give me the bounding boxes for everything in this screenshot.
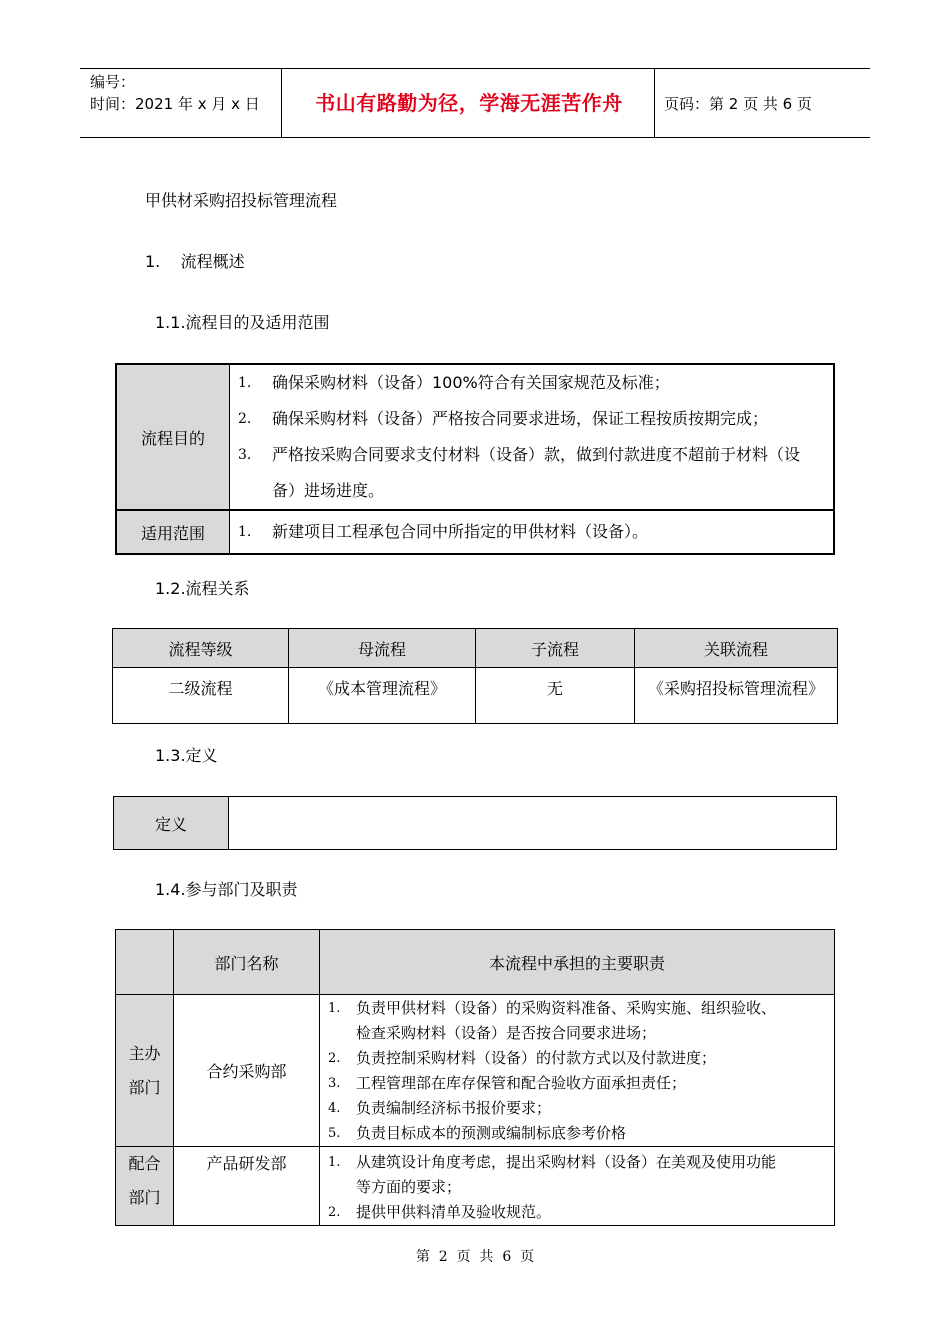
item-continuation: 检查采购材料（设备）是否按合同要求进场； xyxy=(356,1024,657,1042)
section-heading-1-2: 1.2.流程关系 xyxy=(155,579,250,598)
column-header: 本流程中承担的主要职责 xyxy=(320,930,835,995)
list-item xyxy=(238,365,827,401)
section-heading-1-1: 1.1.流程目的及适用范围 xyxy=(155,313,330,332)
item-text: 负责甲供材料（设备）的采购资料准备、采购实施、组织验收、 xyxy=(356,999,777,1017)
item-number: 2. xyxy=(328,1205,341,1220)
duty-cell xyxy=(320,1147,835,1226)
list-item xyxy=(328,1096,828,1121)
table-cell: 《成本管理流程》 xyxy=(289,668,476,724)
item-text: 从建筑设计角度考虑，提出采购材料（设备）在美观及使用功能 xyxy=(356,1153,777,1171)
column-header: 关联流程 xyxy=(635,629,838,668)
purpose-label: 流程目的 xyxy=(116,364,230,510)
column-header: 流程等级 xyxy=(113,629,289,668)
item-continuation: 备）进场进度。 xyxy=(272,481,385,500)
list-item xyxy=(328,1046,828,1071)
purpose-scope-table xyxy=(115,363,835,555)
list-item xyxy=(328,1200,828,1225)
doc-time-label: 时间：2021 年 x 月 x 日 xyxy=(90,95,260,113)
item-text: 确保采购材料（设备）严格按合同要求进场，保证工程按质按期完成； xyxy=(272,409,769,428)
purpose-cell xyxy=(230,364,835,510)
item-number: 3. xyxy=(328,1076,341,1091)
item-text: 负责目标成本的预测或编制标底参考价格 xyxy=(356,1124,627,1142)
item-text: 严格按采购合同要求支付材料（设备）款，做到付款进度不超前于材料（设 xyxy=(272,445,801,464)
column-header: 部门名称 xyxy=(174,930,320,995)
role-label: 主办 xyxy=(128,1043,161,1063)
table-cell: 《采购招投标管理流程》 xyxy=(635,668,838,724)
role-cell xyxy=(116,1147,174,1226)
page-header xyxy=(80,68,870,138)
item-number: 1. xyxy=(238,375,252,391)
item-text: 确保采购材料（设备）100%符合有关国家规范及标准； xyxy=(272,373,670,392)
table-row xyxy=(116,995,835,1147)
list-item xyxy=(238,401,827,437)
list-item xyxy=(328,996,828,1021)
item-number: 1. xyxy=(328,1155,341,1170)
item-text: 工程管理部在库存保管和配合验收方面承担责任； xyxy=(356,1074,687,1092)
section-heading-1: 1. 流程概述 xyxy=(145,252,245,271)
item-number: 2. xyxy=(328,1051,341,1066)
section-heading-1-4: 1.4.参与部门及职责 xyxy=(155,880,298,899)
scope-cell xyxy=(230,510,835,554)
section-heading-1-3: 1.3.定义 xyxy=(155,746,218,765)
page-footer: 第 2 页 共 6 页 xyxy=(415,1249,535,1265)
process-relation-table xyxy=(112,628,838,724)
item-text: 负责控制采购材料（设备）的付款方式以及付款进度； xyxy=(356,1049,717,1067)
item-continuation: 等方面的要求； xyxy=(356,1178,462,1196)
definition-table xyxy=(113,796,837,850)
header-motto: 书山有路勤为径，学海无涯苦作舟 xyxy=(315,91,623,115)
list-item xyxy=(238,514,827,550)
role-label: 配合 xyxy=(128,1154,161,1173)
doc-title: 甲供材采购招投标管理流程 xyxy=(145,191,338,210)
table-row xyxy=(113,668,838,724)
role-cell xyxy=(116,995,174,1147)
item-text: 提供甲供料清单及验收规范。 xyxy=(356,1203,552,1221)
dept-name: 合约采购部 xyxy=(174,995,320,1147)
column-header: 母流程 xyxy=(289,629,476,668)
item-text: 负责编制经济标书报价要求； xyxy=(356,1099,552,1117)
item-number: 2. xyxy=(238,411,252,427)
departments-table xyxy=(115,929,835,1226)
header-page-info: 页码：第 2 页 共 6 页 xyxy=(664,95,812,113)
header-divider xyxy=(654,69,655,137)
column-header: 子流程 xyxy=(476,629,635,668)
list-item xyxy=(328,1121,828,1146)
item-number: 1. xyxy=(238,524,252,540)
list-item xyxy=(328,1150,828,1175)
role-label: 部门 xyxy=(128,1077,161,1097)
definition-value xyxy=(229,797,837,850)
duty-cell xyxy=(320,995,835,1147)
item-number: 3. xyxy=(238,447,252,463)
definition-label: 定义 xyxy=(114,797,229,850)
doc-number-label: 编号： xyxy=(90,73,136,91)
table-cell: 无 xyxy=(476,668,635,724)
column-header-empty xyxy=(116,930,174,995)
list-item xyxy=(328,1071,828,1096)
dept-name: 产品研发部 xyxy=(174,1147,320,1226)
role-label: 部门 xyxy=(128,1188,161,1207)
item-number: 1. xyxy=(328,1001,341,1016)
item-number: 4. xyxy=(328,1101,341,1116)
item-text: 新建项目工程承包合同中所指定的甲供材料（设备）。 xyxy=(272,522,649,541)
header-meta xyxy=(90,71,260,115)
list-item xyxy=(238,437,827,473)
item-number: 5. xyxy=(328,1126,341,1141)
table-cell: 二级流程 xyxy=(113,668,289,724)
scope-label: 适用范围 xyxy=(116,510,230,554)
table-row xyxy=(116,1147,835,1226)
